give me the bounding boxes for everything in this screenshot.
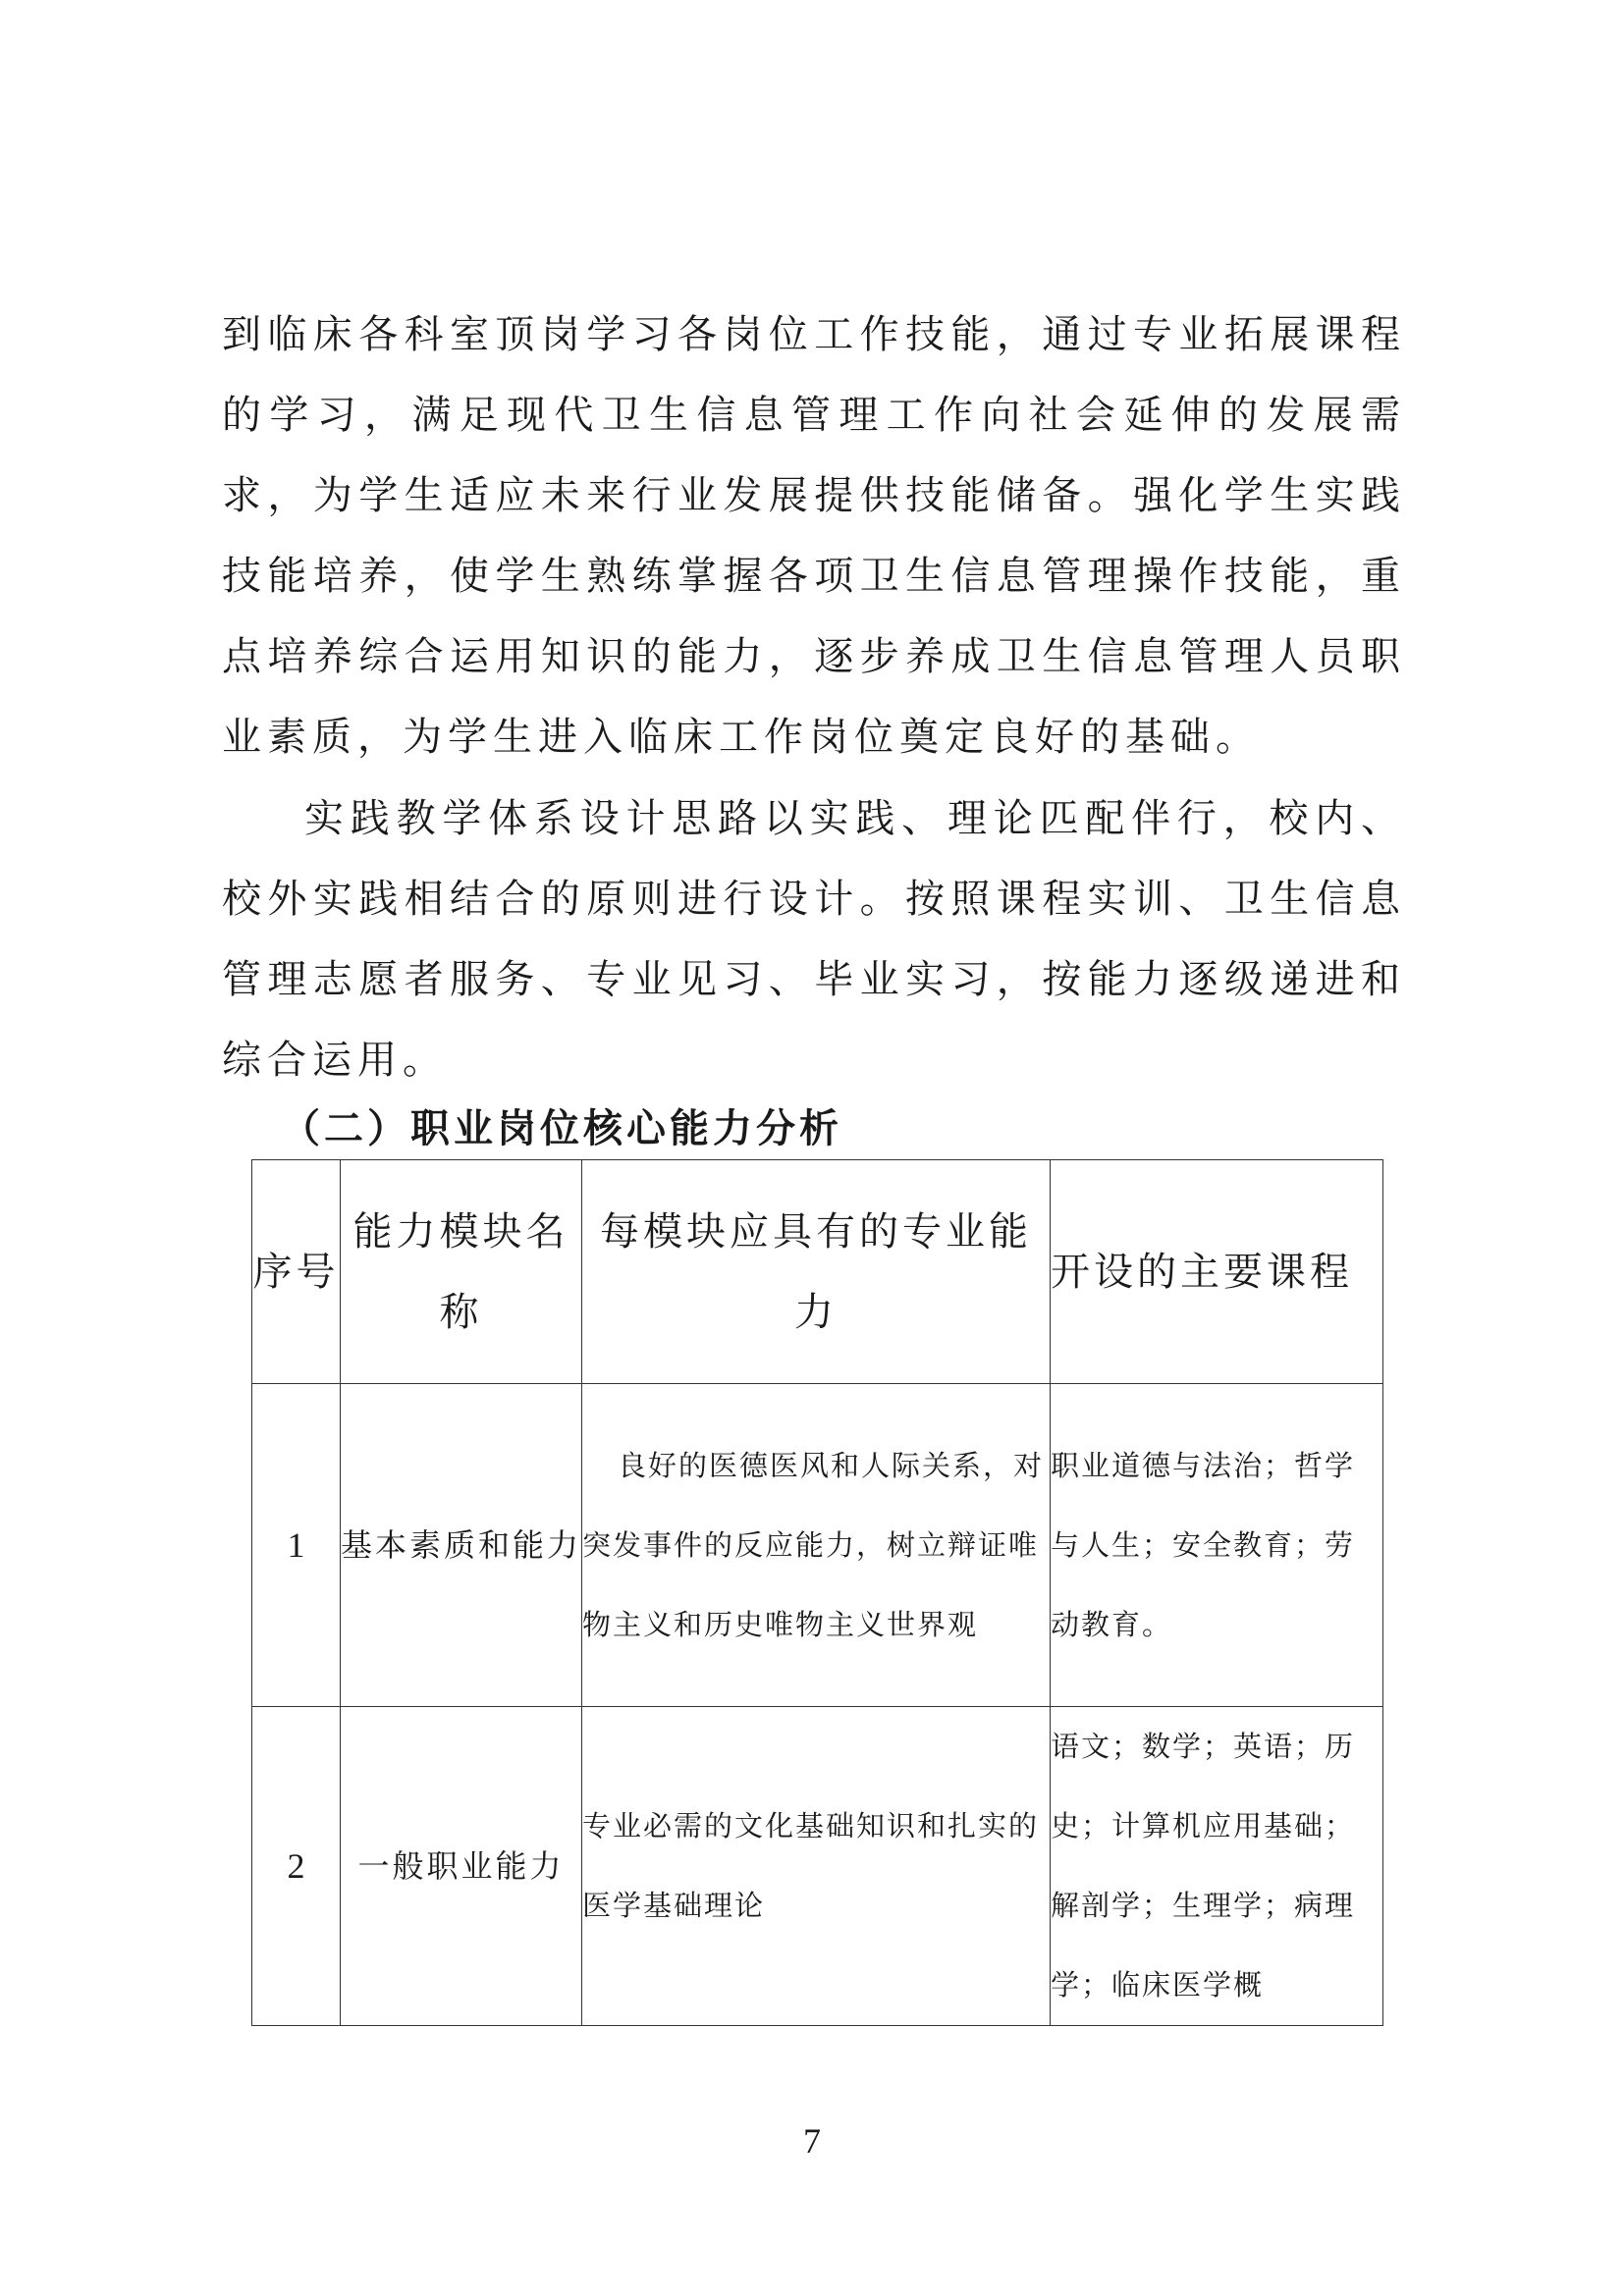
cell-main-courses: 语文；数学；英语；历史；计算机应用基础；解剖学；生理学；病理学；临床医学概	[1051, 1707, 1383, 2026]
cell-main-courses: 职业道德与法治；哲学与人生；安全教育；劳动教育。	[1051, 1384, 1383, 1707]
table-row	[252, 1384, 1383, 1707]
header-main-courses: 开设的主要课程	[1051, 1160, 1383, 1384]
body-paragraph: 实践教学体系设计思路以实践、理论匹配伴行，校内、校外实践相结合的原则进行设计。按照课程实训、卫生信息管理志愿者服务、专业见习、毕业实习，按能力逐级递进和综合运用。	[222, 796, 1406, 1083]
header-serial-number: 序号	[252, 1160, 341, 1384]
header-professional-ability: 每模块应具有的专业能力	[582, 1160, 1051, 1384]
cell-professional-ability: 专业必需的文化基础知识和扎实的医学基础理论	[582, 1707, 1051, 2026]
cell-serial-number: 1	[252, 1384, 341, 1707]
cell-module-name: 基本素质和能力	[341, 1384, 582, 1707]
ability-analysis-table	[251, 1159, 1383, 2026]
section-heading: （二）职业岗位核心能力分析	[281, 1106, 842, 1151]
table-row	[252, 1707, 1383, 2026]
cell-module-name: 一般职业能力	[341, 1707, 582, 2026]
cell-serial-number: 2	[252, 1707, 341, 2026]
table-header-row	[252, 1160, 1383, 1384]
cell-professional-ability: 良好的医德医风和人际关系，对突发事件的反应能力，树立辩证唯物主义和历史唯物主义世界观	[582, 1384, 1051, 1707]
body-paragraph: 到临床各科室顶岗学习各岗位工作技能，通过专业拓展课程的学习，满足现代卫生信息管理工作向社会延伸的发展需求，为学生适应未来行业发展提供技能储备。强化学生实践技能培养，使学生熟练掌握各项卫生信息管理操作技能，重点培养综合运用知识的能力，逐步养成卫生信息管理人员职业素质，为学生进入临床工作岗位奠定良好的基础。	[222, 312, 1406, 760]
header-module-name: 能力模块名称	[341, 1160, 582, 1384]
page-number: 7	[803, 2121, 821, 2161]
